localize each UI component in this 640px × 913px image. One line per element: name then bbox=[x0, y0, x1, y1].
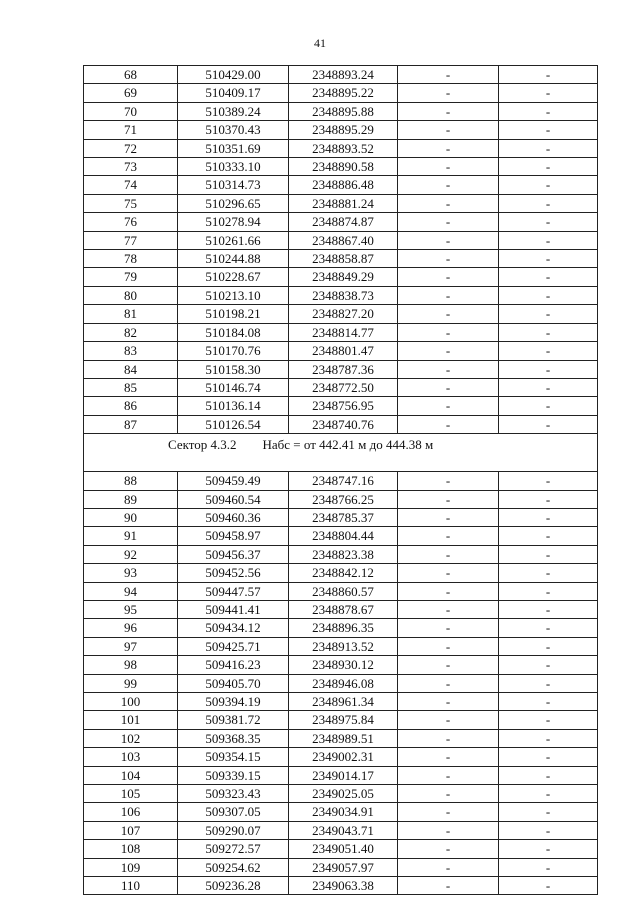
y-coordinate-cell: 2349002.31 bbox=[289, 748, 398, 766]
point-number-cell: 79 bbox=[84, 268, 178, 286]
table-row bbox=[84, 102, 598, 120]
table-row bbox=[84, 527, 598, 545]
x-coordinate-cell: 509290.07 bbox=[178, 821, 289, 839]
table-row bbox=[84, 637, 598, 655]
y-coordinate-cell: 2348842.12 bbox=[289, 564, 398, 582]
point-number-cell: 91 bbox=[84, 527, 178, 545]
table-row bbox=[84, 139, 598, 157]
table-row bbox=[84, 286, 598, 304]
col4-cell: - bbox=[398, 803, 499, 821]
point-number-cell: 84 bbox=[84, 360, 178, 378]
x-coordinate-cell: 509452.56 bbox=[178, 564, 289, 582]
col4-cell: - bbox=[398, 858, 499, 876]
point-number-cell: 69 bbox=[84, 84, 178, 102]
table-row bbox=[84, 711, 598, 729]
table-row bbox=[84, 619, 598, 637]
x-coordinate-cell: 509441.41 bbox=[178, 600, 289, 618]
col5-cell: - bbox=[499, 397, 598, 415]
x-coordinate-cell: 509339.15 bbox=[178, 766, 289, 784]
point-number-cell: 97 bbox=[84, 637, 178, 655]
y-coordinate-cell: 2349051.40 bbox=[289, 840, 398, 858]
point-number-cell: 81 bbox=[84, 305, 178, 323]
table-row bbox=[84, 176, 598, 194]
x-coordinate-cell: 510389.24 bbox=[178, 102, 289, 120]
x-coordinate-cell: 510351.69 bbox=[178, 139, 289, 157]
col5-cell: - bbox=[499, 803, 598, 821]
table-row bbox=[84, 360, 598, 378]
x-coordinate-cell: 509272.57 bbox=[178, 840, 289, 858]
col4-cell: - bbox=[398, 527, 499, 545]
table-row bbox=[84, 194, 598, 212]
table-row bbox=[84, 250, 598, 268]
point-number-cell: 100 bbox=[84, 693, 178, 711]
x-coordinate-cell: 510158.30 bbox=[178, 360, 289, 378]
col4-cell: - bbox=[398, 600, 499, 618]
col5-cell: - bbox=[499, 600, 598, 618]
coordinates-table-section-a bbox=[84, 66, 598, 434]
table-row bbox=[84, 766, 598, 784]
point-number-cell: 88 bbox=[84, 472, 178, 490]
col4-cell: - bbox=[398, 323, 499, 341]
table-row bbox=[84, 600, 598, 618]
point-number-cell: 104 bbox=[84, 766, 178, 784]
y-coordinate-cell: 2348838.73 bbox=[289, 286, 398, 304]
col4-cell: - bbox=[398, 472, 499, 490]
point-number-cell: 105 bbox=[84, 785, 178, 803]
col4-cell: - bbox=[398, 711, 499, 729]
x-coordinate-cell: 509416.23 bbox=[178, 656, 289, 674]
point-number-cell: 78 bbox=[84, 250, 178, 268]
point-number-cell: 99 bbox=[84, 674, 178, 692]
col4-cell: - bbox=[398, 619, 499, 637]
table-row bbox=[84, 121, 598, 139]
x-coordinate-cell: 509323.43 bbox=[178, 785, 289, 803]
x-coordinate-cell: 509236.28 bbox=[178, 877, 289, 895]
col5-cell: - bbox=[499, 305, 598, 323]
col5-cell: - bbox=[499, 545, 598, 563]
col5-cell: - bbox=[499, 582, 598, 600]
point-number-cell: 90 bbox=[84, 508, 178, 526]
x-coordinate-cell: 510228.67 bbox=[178, 268, 289, 286]
col5-cell: - bbox=[499, 102, 598, 120]
point-number-cell: 85 bbox=[84, 378, 178, 396]
table-row bbox=[84, 490, 598, 508]
point-number-cell: 92 bbox=[84, 545, 178, 563]
x-coordinate-cell: 509425.71 bbox=[178, 637, 289, 655]
y-coordinate-cell: 2348787.36 bbox=[289, 360, 398, 378]
col4-cell: - bbox=[398, 729, 499, 747]
col4-cell: - bbox=[398, 250, 499, 268]
x-coordinate-cell: 509447.57 bbox=[178, 582, 289, 600]
point-number-cell: 106 bbox=[84, 803, 178, 821]
x-coordinate-cell: 509394.19 bbox=[178, 693, 289, 711]
col5-cell: - bbox=[499, 656, 598, 674]
y-coordinate-cell: 2348801.47 bbox=[289, 342, 398, 360]
x-coordinate-cell: 509459.49 bbox=[178, 472, 289, 490]
col5-cell: - bbox=[499, 877, 598, 895]
col5-cell: - bbox=[499, 748, 598, 766]
y-coordinate-cell: 2349014.17 bbox=[289, 766, 398, 784]
col4-cell: - bbox=[398, 213, 499, 231]
y-coordinate-cell: 2348766.25 bbox=[289, 490, 398, 508]
col4-cell: - bbox=[398, 674, 499, 692]
col5-cell: - bbox=[499, 176, 598, 194]
col5-cell: - bbox=[499, 66, 598, 84]
x-coordinate-cell: 510296.65 bbox=[178, 194, 289, 212]
y-coordinate-cell: 2348989.51 bbox=[289, 729, 398, 747]
sector-label: Сектор 4.3.2 bbox=[168, 437, 237, 453]
point-number-cell: 72 bbox=[84, 139, 178, 157]
table-row bbox=[84, 342, 598, 360]
point-number-cell: 71 bbox=[84, 121, 178, 139]
point-number-cell: 93 bbox=[84, 564, 178, 582]
point-number-cell: 73 bbox=[84, 158, 178, 176]
x-coordinate-cell: 510198.21 bbox=[178, 305, 289, 323]
col5-cell: - bbox=[499, 472, 598, 490]
table-row bbox=[84, 840, 598, 858]
y-coordinate-cell: 2348874.87 bbox=[289, 213, 398, 231]
y-coordinate-cell: 2348827.20 bbox=[289, 305, 398, 323]
col4-cell: - bbox=[398, 840, 499, 858]
table-row bbox=[84, 858, 598, 876]
col5-cell: - bbox=[499, 158, 598, 176]
col5-cell: - bbox=[499, 508, 598, 526]
col5-cell: - bbox=[499, 729, 598, 747]
x-coordinate-cell: 510314.73 bbox=[178, 176, 289, 194]
table-row bbox=[84, 508, 598, 526]
y-coordinate-cell: 2348747.16 bbox=[289, 472, 398, 490]
col4-cell: - bbox=[398, 582, 499, 600]
y-coordinate-cell: 2348895.88 bbox=[289, 102, 398, 120]
y-coordinate-cell: 2348975.84 bbox=[289, 711, 398, 729]
col5-cell: - bbox=[499, 840, 598, 858]
col4-cell: - bbox=[398, 158, 499, 176]
x-coordinate-cell: 510170.76 bbox=[178, 342, 289, 360]
y-coordinate-cell: 2348896.35 bbox=[289, 619, 398, 637]
y-coordinate-cell: 2348860.57 bbox=[289, 582, 398, 600]
point-number-cell: 82 bbox=[84, 323, 178, 341]
table-row bbox=[84, 378, 598, 396]
x-coordinate-cell: 510429.00 bbox=[178, 66, 289, 84]
x-coordinate-cell: 509460.36 bbox=[178, 508, 289, 526]
col5-cell: - bbox=[499, 674, 598, 692]
y-coordinate-cell: 2349043.71 bbox=[289, 821, 398, 839]
y-coordinate-cell: 2348756.95 bbox=[289, 397, 398, 415]
col5-cell: - bbox=[499, 268, 598, 286]
col4-cell: - bbox=[398, 84, 499, 102]
x-coordinate-cell: 510244.88 bbox=[178, 250, 289, 268]
point-number-cell: 110 bbox=[84, 877, 178, 895]
col5-cell: - bbox=[499, 342, 598, 360]
col4-cell: - bbox=[398, 415, 499, 433]
point-number-cell: 80 bbox=[84, 286, 178, 304]
col5-cell: - bbox=[499, 785, 598, 803]
x-coordinate-cell: 510126.54 bbox=[178, 415, 289, 433]
y-coordinate-cell: 2348895.22 bbox=[289, 84, 398, 102]
y-coordinate-cell: 2348913.52 bbox=[289, 637, 398, 655]
x-coordinate-cell: 510278.94 bbox=[178, 213, 289, 231]
col5-cell: - bbox=[499, 213, 598, 231]
point-number-cell: 102 bbox=[84, 729, 178, 747]
col5-cell: - bbox=[499, 711, 598, 729]
col4-cell: - bbox=[398, 821, 499, 839]
point-number-cell: 107 bbox=[84, 821, 178, 839]
x-coordinate-cell: 510184.08 bbox=[178, 323, 289, 341]
point-number-cell: 68 bbox=[84, 66, 178, 84]
y-coordinate-cell: 2348930.12 bbox=[289, 656, 398, 674]
y-coordinate-cell: 2348890.58 bbox=[289, 158, 398, 176]
col5-cell: - bbox=[499, 415, 598, 433]
point-number-cell: 94 bbox=[84, 582, 178, 600]
y-coordinate-cell: 2348946.08 bbox=[289, 674, 398, 692]
y-coordinate-cell: 2348867.40 bbox=[289, 231, 398, 249]
col5-cell: - bbox=[499, 693, 598, 711]
x-coordinate-cell: 509458.97 bbox=[178, 527, 289, 545]
sector-section bbox=[84, 434, 598, 472]
col4-cell: - bbox=[398, 102, 499, 120]
x-coordinate-cell: 509434.12 bbox=[178, 619, 289, 637]
sector-row bbox=[84, 434, 598, 472]
col4-cell: - bbox=[398, 231, 499, 249]
x-coordinate-cell: 510370.43 bbox=[178, 121, 289, 139]
col5-cell: - bbox=[499, 564, 598, 582]
table-row bbox=[84, 231, 598, 249]
col5-cell: - bbox=[499, 360, 598, 378]
x-coordinate-cell: 510146.74 bbox=[178, 378, 289, 396]
table-row bbox=[84, 545, 598, 563]
point-number-cell: 98 bbox=[84, 656, 178, 674]
table-row bbox=[84, 66, 598, 84]
y-coordinate-cell: 2349057.97 bbox=[289, 858, 398, 876]
y-coordinate-cell: 2348961.34 bbox=[289, 693, 398, 711]
x-coordinate-cell: 509460.54 bbox=[178, 490, 289, 508]
col4-cell: - bbox=[398, 121, 499, 139]
table-row bbox=[84, 693, 598, 711]
col4-cell: - bbox=[398, 693, 499, 711]
table-row bbox=[84, 582, 598, 600]
y-coordinate-cell: 2348878.67 bbox=[289, 600, 398, 618]
y-coordinate-cell: 2349034.91 bbox=[289, 803, 398, 821]
y-coordinate-cell: 2348804.44 bbox=[289, 527, 398, 545]
point-number-cell: 76 bbox=[84, 213, 178, 231]
y-coordinate-cell: 2349025.05 bbox=[289, 785, 398, 803]
table-row bbox=[84, 84, 598, 102]
col4-cell: - bbox=[398, 656, 499, 674]
col4-cell: - bbox=[398, 877, 499, 895]
col5-cell: - bbox=[499, 821, 598, 839]
table-row bbox=[84, 564, 598, 582]
table-row bbox=[84, 729, 598, 747]
table-row bbox=[84, 323, 598, 341]
col5-cell: - bbox=[499, 121, 598, 139]
table-row bbox=[84, 305, 598, 323]
coordinates-table-section-b bbox=[84, 472, 598, 895]
table-row bbox=[84, 803, 598, 821]
x-coordinate-cell: 509456.37 bbox=[178, 545, 289, 563]
table-row bbox=[84, 748, 598, 766]
col4-cell: - bbox=[398, 139, 499, 157]
page-number: 41 bbox=[314, 36, 326, 50]
y-coordinate-cell: 2348849.29 bbox=[289, 268, 398, 286]
y-coordinate-cell: 2348740.76 bbox=[289, 415, 398, 433]
table-row bbox=[84, 785, 598, 803]
table-row bbox=[84, 656, 598, 674]
col5-cell: - bbox=[499, 619, 598, 637]
x-coordinate-cell: 510213.10 bbox=[178, 286, 289, 304]
point-number-cell: 87 bbox=[84, 415, 178, 433]
point-number-cell: 101 bbox=[84, 711, 178, 729]
table-row bbox=[84, 213, 598, 231]
x-coordinate-cell: 509405.70 bbox=[178, 674, 289, 692]
col5-cell: - bbox=[499, 286, 598, 304]
col4-cell: - bbox=[398, 286, 499, 304]
y-coordinate-cell: 2348785.37 bbox=[289, 508, 398, 526]
col4-cell: - bbox=[398, 637, 499, 655]
col4-cell: - bbox=[398, 194, 499, 212]
x-coordinate-cell: 510409.17 bbox=[178, 84, 289, 102]
x-coordinate-cell: 509381.72 bbox=[178, 711, 289, 729]
table-row bbox=[84, 877, 598, 895]
y-coordinate-cell: 2349063.38 bbox=[289, 877, 398, 895]
col4-cell: - bbox=[398, 545, 499, 563]
table-row bbox=[84, 674, 598, 692]
col5-cell: - bbox=[499, 231, 598, 249]
x-coordinate-cell: 510333.10 bbox=[178, 158, 289, 176]
sector-height-range: Набс = от 442.41 м до 444.38 м bbox=[262, 437, 434, 453]
y-coordinate-cell: 2348858.87 bbox=[289, 250, 398, 268]
x-coordinate-cell: 510261.66 bbox=[178, 231, 289, 249]
y-coordinate-cell: 2348823.38 bbox=[289, 545, 398, 563]
x-coordinate-cell: 509254.62 bbox=[178, 858, 289, 876]
x-coordinate-cell: 509354.15 bbox=[178, 748, 289, 766]
col5-cell: - bbox=[499, 323, 598, 341]
col4-cell: - bbox=[398, 342, 499, 360]
y-coordinate-cell: 2348886.48 bbox=[289, 176, 398, 194]
point-number-cell: 77 bbox=[84, 231, 178, 249]
col4-cell: - bbox=[398, 748, 499, 766]
x-coordinate-cell: 509368.35 bbox=[178, 729, 289, 747]
col5-cell: - bbox=[499, 139, 598, 157]
col4-cell: - bbox=[398, 508, 499, 526]
col5-cell: - bbox=[499, 490, 598, 508]
point-number-cell: 109 bbox=[84, 858, 178, 876]
col5-cell: - bbox=[499, 527, 598, 545]
col4-cell: - bbox=[398, 785, 499, 803]
point-number-cell: 108 bbox=[84, 840, 178, 858]
table-row bbox=[84, 821, 598, 839]
col4-cell: - bbox=[398, 305, 499, 323]
point-number-cell: 86 bbox=[84, 397, 178, 415]
point-number-cell: 74 bbox=[84, 176, 178, 194]
point-number-cell: 83 bbox=[84, 342, 178, 360]
col4-cell: - bbox=[398, 397, 499, 415]
col5-cell: - bbox=[499, 194, 598, 212]
point-number-cell: 95 bbox=[84, 600, 178, 618]
y-coordinate-cell: 2348881.24 bbox=[289, 194, 398, 212]
col4-cell: - bbox=[398, 66, 499, 84]
table-row bbox=[84, 397, 598, 415]
table-row bbox=[84, 472, 598, 490]
point-number-cell: 70 bbox=[84, 102, 178, 120]
y-coordinate-cell: 2348893.52 bbox=[289, 139, 398, 157]
point-number-cell: 75 bbox=[84, 194, 178, 212]
point-number-cell: 96 bbox=[84, 619, 178, 637]
x-coordinate-cell: 509307.05 bbox=[178, 803, 289, 821]
col5-cell: - bbox=[499, 766, 598, 784]
point-number-cell: 89 bbox=[84, 490, 178, 508]
y-coordinate-cell: 2348772.50 bbox=[289, 378, 398, 396]
col4-cell: - bbox=[398, 490, 499, 508]
col4-cell: - bbox=[398, 360, 499, 378]
point-number-cell: 103 bbox=[84, 748, 178, 766]
y-coordinate-cell: 2348895.29 bbox=[289, 121, 398, 139]
col5-cell: - bbox=[499, 858, 598, 876]
col4-cell: - bbox=[398, 564, 499, 582]
table-row bbox=[84, 268, 598, 286]
col5-cell: - bbox=[499, 250, 598, 268]
col4-cell: - bbox=[398, 378, 499, 396]
coordinates-table bbox=[83, 65, 598, 895]
y-coordinate-cell: 2348814.77 bbox=[289, 323, 398, 341]
col5-cell: - bbox=[499, 637, 598, 655]
col4-cell: - bbox=[398, 268, 499, 286]
col4-cell: - bbox=[398, 766, 499, 784]
table-row bbox=[84, 415, 598, 433]
col4-cell: - bbox=[398, 176, 499, 194]
col5-cell: - bbox=[499, 84, 598, 102]
y-coordinate-cell: 2348893.24 bbox=[289, 66, 398, 84]
col5-cell: - bbox=[499, 378, 598, 396]
table-row bbox=[84, 158, 598, 176]
x-coordinate-cell: 510136.14 bbox=[178, 397, 289, 415]
